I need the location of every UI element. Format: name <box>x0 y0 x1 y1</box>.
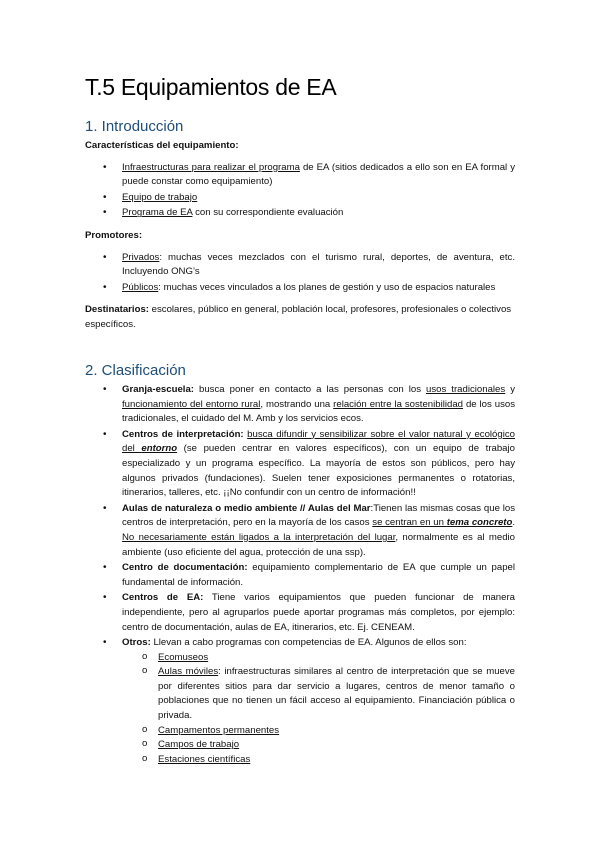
sublist-item: o Campos de trabajo <box>85 738 515 753</box>
page-title: T.5 Equipamientos de EA <box>85 74 337 100</box>
promotores-label: Promotores: <box>85 229 143 241</box>
caracteristicas-label: Características del equipamiento: <box>85 140 239 151</box>
section-heading-introduccion: 1. Introducción <box>85 118 184 135</box>
list-item-granja-escuela: • Granja-escuela: busca poner en contacto a las personas con los usos tradicionales y funcionamiento del entorno rural, mostrando una relación entre la sostenibilidad de los usos tradicionales, el cuidado del M. Amb y los servicios ecos. <box>85 383 515 427</box>
list-item: • Infraestructuras para realizar el programa de EA (sitios dedicados a ello son en EA formal y puede constar como equipamiento) <box>85 161 515 190</box>
sublist-item: o Estaciones científicas <box>85 753 515 768</box>
list-item-centro-documentacion: • Centro de documentación: equipamiento complementario de EA que cumple un papel fundamental de información. <box>85 561 515 590</box>
list-item-aulas-naturaleza: • Aulas de naturaleza o medio ambiente // Aulas del Mar:Tienen las mismas cosas que los centros de interpretación, pero en la mayoría de los casos se centran en un tema concreto. No necesariamente están ligados a la interpretación del lugar, normalmente es al medio ambiente (uso eficiente del agua, protección de una ssp). <box>85 502 515 560</box>
list-item: • Públicos: muchas veces vinculados a los planes de gestión y uso de espacios naturales <box>85 281 515 296</box>
sublist-item: o Ecomuseos <box>85 651 515 666</box>
sublist-item: o Aulas móviles: infraestructuras similares al centro de interpretación que se mueve por diferentes sitios para dar servicio a lugares, centros de menor tamaño o poblaciones que no tienen un fácil acceso al equipamiento. Financiación pública o privada. <box>85 665 515 723</box>
promotores-list <box>85 251 515 296</box>
list-item: • Equipo de trabajo <box>85 191 515 206</box>
clasificacion-body <box>85 383 515 767</box>
section-heading-clasificacion: 2. Clasificación <box>85 362 186 379</box>
otros-sublist <box>85 651 515 768</box>
caracteristicas-list <box>85 161 515 221</box>
clasificacion-list <box>85 383 515 767</box>
list-item: • Programa de EA con su correspondiente evaluación <box>85 206 515 221</box>
destinatarios-paragraph: Destinatarios: escolares, público en general, población local, profesores, profesionales o colectivos específicos. <box>85 304 512 330</box>
list-item-centros-ea: • Centros de EA: Tiene varios equipamientos que pueden funcionar de manera independiente, pero al agruparlos puede aportar programas más completos, por ejemplo: centro de documentación, aulas de EA, itinerarios, etc. Ej. CENEAM. <box>85 591 515 635</box>
list-item-otros: • Otros: Llevan a cabo programas con competencias de EA. Algunos de ellos son: o Ecomuseos o Aulas móviles: infraestructuras similares al centro de interpretación que se mueve por diferentes sitios para dar servicio a lugares, centros de menor tamaño o poblaciones que no tienen un fácil acceso al equipamiento. Financiación pública o privada. o Campamentos permanentes o Campos de trabajo o Estaciones científicas <box>85 636 515 767</box>
list-item: • Privados: muchas veces mezclados con el turismo rural, deportes, de aventura, etc. Incluyendo ONG’s <box>85 251 515 280</box>
sublist-item: o Campamentos permanentes <box>85 724 515 739</box>
list-item-centros-interpretacion: • Centros de interpretación: busca difundir y sensibilizar sobre el valor natural y ecológico del entorno (se pueden centrar en valores específicos), con un equipo de trabajo especializado y un programa específico. La mayoría de estos son públicos, pero hay algunos privados (fundaciones). Suelen tener exposiciones permanentes o rotatorias, itinerarios, talleres, etc. ¡¡No confundir con un centro de información!! <box>85 428 515 501</box>
introduccion-body <box>85 139 515 333</box>
